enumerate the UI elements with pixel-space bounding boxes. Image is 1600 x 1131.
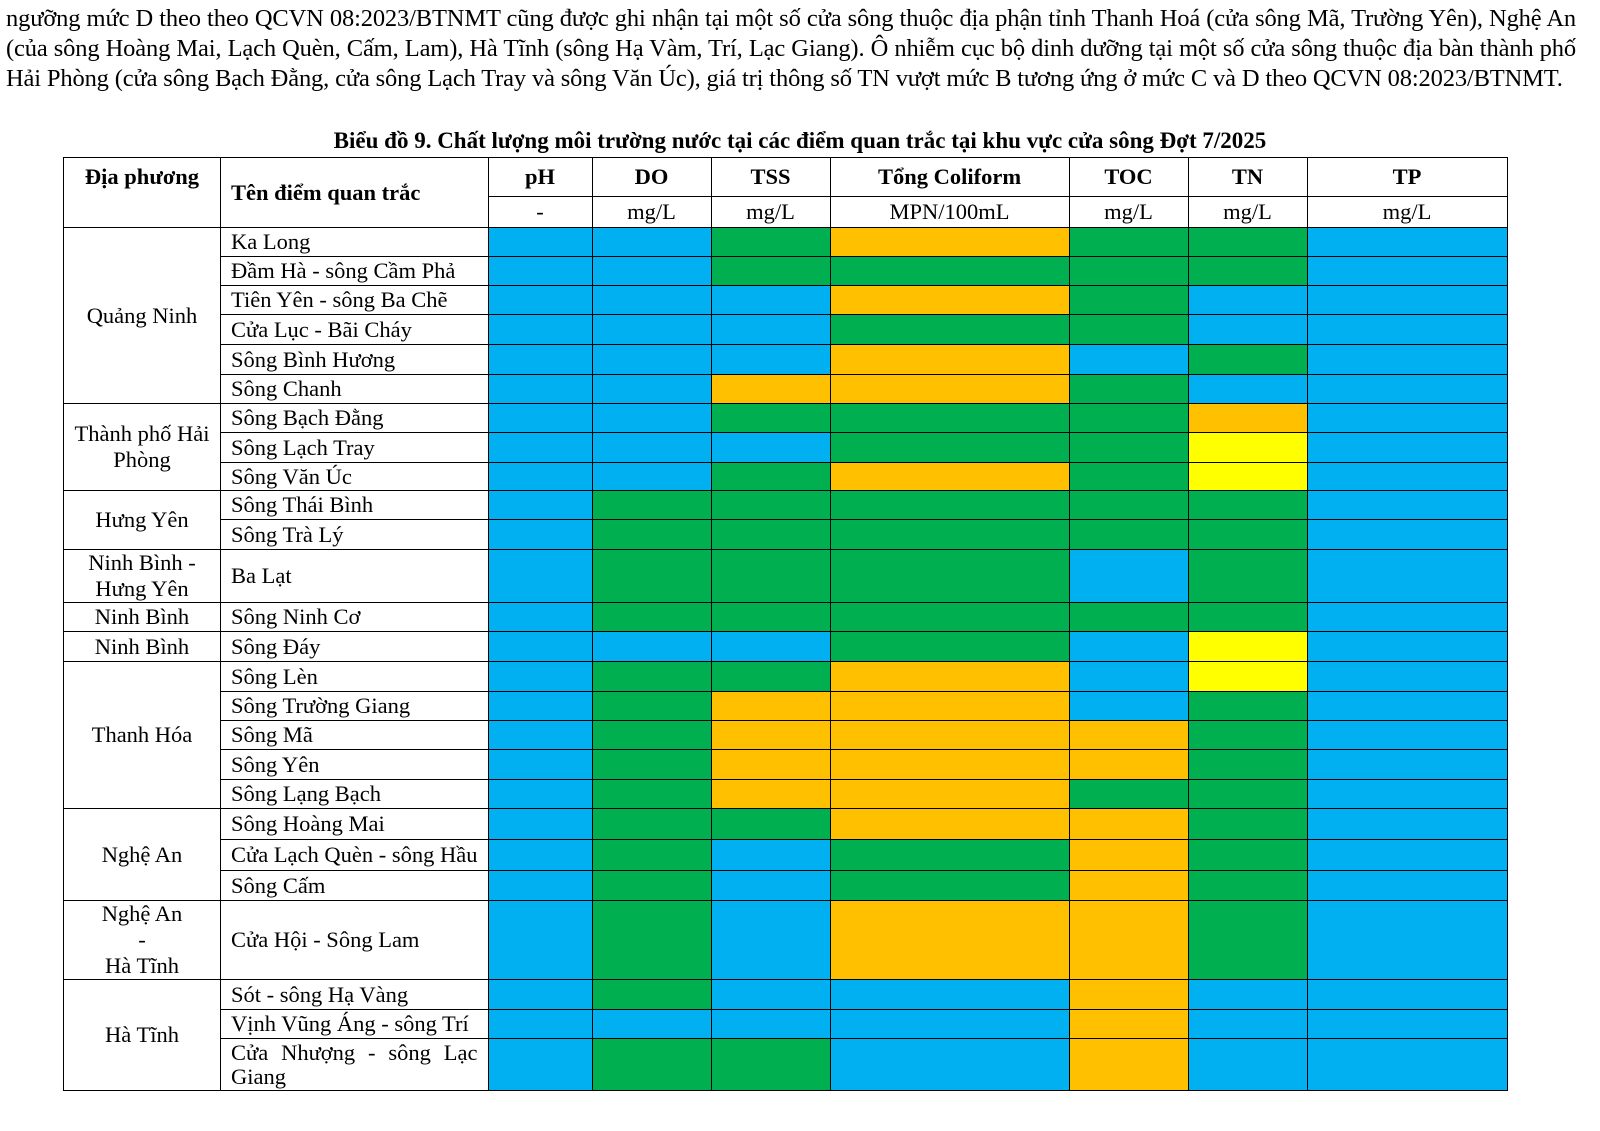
header-unit: MPN/100mL: [830, 197, 1069, 228]
quality-level-cell: [1307, 750, 1507, 780]
quality-level-cell: [1188, 345, 1307, 375]
location-cell: Nghệ An: [64, 809, 221, 901]
site-name-cell: Đầm Hà - sông Cầm Phả: [221, 257, 489, 286]
quality-level-cell: [488, 780, 592, 809]
quality-level-cell: [488, 1039, 592, 1091]
quality-level-cell: [711, 750, 830, 780]
table-row: [64, 433, 1508, 463]
quality-level-cell: [1307, 463, 1507, 491]
table-row: [64, 692, 1508, 721]
quality-level-cell: [592, 692, 711, 721]
quality-level-cell: [592, 491, 711, 520]
header-site: Tên điểm quan trắc: [221, 158, 489, 228]
quality-level-cell: [1188, 721, 1307, 750]
table-row: [64, 520, 1508, 550]
table-row: [64, 780, 1508, 809]
quality-level-cell: [830, 520, 1069, 550]
site-name-cell: Ka Long: [221, 228, 489, 257]
quality-level-cell: [711, 463, 830, 491]
quality-level-cell: [1069, 901, 1188, 980]
quality-level-cell: [711, 721, 830, 750]
quality-level-cell: [592, 286, 711, 315]
site-name-cell: Cửa Hội - Sông Lam: [221, 901, 489, 980]
quality-level-cell: [711, 780, 830, 809]
table-row: [64, 345, 1508, 375]
quality-level-cell: [592, 980, 711, 1010]
table-row: [64, 840, 1508, 871]
quality-level-cell: [1069, 871, 1188, 901]
quality-level-cell: [830, 980, 1069, 1010]
quality-level-cell: [830, 780, 1069, 809]
site-name-cell: Sông Đáy: [221, 632, 489, 662]
site-name-cell: Sông Yên: [221, 750, 489, 780]
site-name-cell: Cửa Lục - Bãi Cháy: [221, 315, 489, 345]
water-quality-table: [63, 157, 1508, 1091]
quality-level-cell: [488, 871, 592, 901]
quality-level-cell: [1188, 257, 1307, 286]
quality-level-cell: [592, 1039, 711, 1091]
quality-level-cell: [711, 1010, 830, 1039]
quality-level-cell: [488, 980, 592, 1010]
site-name-cell: Cửa Lạch Quèn - sông Hầu: [221, 840, 489, 871]
quality-level-cell: [1307, 780, 1507, 809]
quality-level-cell: [1307, 840, 1507, 871]
location-cell: Thành phố Hải Phòng: [64, 404, 221, 491]
quality-level-cell: [1069, 1039, 1188, 1091]
table-row: [64, 871, 1508, 901]
table-row: [64, 257, 1508, 286]
table-row: [64, 463, 1508, 491]
header-unit: -: [488, 197, 592, 228]
quality-level-cell: [1188, 315, 1307, 345]
quality-level-cell: [488, 433, 592, 463]
site-name-cell: Sông Ninh Cơ: [221, 603, 489, 632]
quality-level-cell: [1069, 780, 1188, 809]
table-row: [64, 404, 1508, 433]
header-param: Tổng Coliform: [830, 158, 1069, 197]
quality-level-cell: [1069, 463, 1188, 491]
site-name-cell: Sông Lèn: [221, 662, 489, 692]
quality-level-cell: [830, 840, 1069, 871]
header-param: TOC: [1069, 158, 1188, 197]
quality-level-cell: [592, 404, 711, 433]
quality-level-cell: [1307, 603, 1507, 632]
site-name-cell: Sông Trường Giang: [221, 692, 489, 721]
quality-level-cell: [1188, 228, 1307, 257]
quality-level-cell: [1307, 491, 1507, 520]
quality-level-cell: [1307, 692, 1507, 721]
site-name-cell: Sông Hoàng Mai: [221, 809, 489, 840]
quality-level-cell: [592, 809, 711, 840]
site-name-cell: Sông Mã: [221, 721, 489, 750]
header-unit: mg/L: [592, 197, 711, 228]
quality-level-cell: [1188, 404, 1307, 433]
quality-level-cell: [1188, 463, 1307, 491]
table-row: [64, 721, 1508, 750]
site-name-cell: Cửa Nhượng - sông Lạc Giang: [221, 1039, 489, 1091]
quality-level-cell: [711, 901, 830, 980]
quality-level-cell: [592, 433, 711, 463]
quality-level-cell: [830, 550, 1069, 603]
quality-level-cell: [711, 662, 830, 692]
quality-level-cell: [1069, 980, 1188, 1010]
quality-level-cell: [1069, 375, 1188, 404]
quality-level-cell: [592, 780, 711, 809]
site-name-cell: Sông Bạch Đằng: [221, 404, 489, 433]
quality-level-cell: [592, 228, 711, 257]
quality-level-cell: [592, 257, 711, 286]
table-row: [64, 901, 1508, 980]
quality-level-cell: [1188, 780, 1307, 809]
quality-level-cell: [830, 809, 1069, 840]
quality-level-cell: [830, 228, 1069, 257]
quality-level-cell: [1307, 520, 1507, 550]
quality-level-cell: [1069, 721, 1188, 750]
quality-level-cell: [830, 632, 1069, 662]
quality-level-cell: [488, 721, 592, 750]
quality-level-cell: [1188, 871, 1307, 901]
quality-level-cell: [1188, 1010, 1307, 1039]
header-unit: mg/L: [1188, 197, 1307, 228]
quality-level-cell: [488, 692, 592, 721]
quality-level-cell: [1069, 692, 1188, 721]
quality-level-cell: [1307, 1039, 1507, 1091]
quality-level-cell: [830, 750, 1069, 780]
table-row: [64, 315, 1508, 345]
quality-level-cell: [711, 433, 830, 463]
quality-level-cell: [1307, 433, 1507, 463]
quality-level-cell: [1188, 286, 1307, 315]
quality-level-cell: [1307, 871, 1507, 901]
quality-level-cell: [1069, 433, 1188, 463]
quality-level-cell: [488, 463, 592, 491]
quality-level-cell: [711, 257, 830, 286]
header-param: TSS: [711, 158, 830, 197]
location-cell: Nghệ An - Hà Tĩnh: [64, 901, 221, 980]
quality-level-cell: [488, 750, 592, 780]
chart-caption: Biểu đồ 9. Chất lượng môi trường nước tại các điểm quan trắc tại khu vực cửa sông Đợt 7/2025: [333, 128, 1267, 153]
intro-paragraph: ngưỡng mức D theo theo QCVN 08:2023/BTNMT cũng được ghi nhận tại một số cửa sông thuộc địa phận tỉnh Thanh Hoá (cửa sông Mã, Trường Yên), Nghệ An (của sông Hoàng Mai, Lạch Quèn, Cấm, Lam), Hà Tĩnh (sông Hạ Vàm, Trí, Lạc Giang). Ô nhiễm cục bộ dinh dưỡng tại một số cửa sông thuộc địa bàn thành phố Hải Phòng (cửa sông Bạch Đằng, cửa sông Lạch Tray và sông Văn Úc), giá trị thông số TN vượt mức B tương ứng ở mức C và D theo QCVN 08:2023/BTNMT.: [6, 5, 1576, 92]
table-row: [64, 632, 1508, 662]
quality-level-cell: [1069, 750, 1188, 780]
quality-level-cell: [711, 871, 830, 901]
site-name-cell: Sông Trà Lý: [221, 520, 489, 550]
location-cell: Hà Tĩnh: [64, 980, 221, 1091]
table-row: [64, 375, 1508, 404]
quality-level-cell: [488, 491, 592, 520]
quality-level-cell: [1069, 662, 1188, 692]
quality-level-cell: [488, 603, 592, 632]
quality-level-cell: [1069, 632, 1188, 662]
quality-level-cell: [1188, 603, 1307, 632]
quality-level-cell: [711, 603, 830, 632]
header-param: TN: [1188, 158, 1307, 197]
quality-level-cell: [1188, 1039, 1307, 1091]
quality-level-cell: [1069, 840, 1188, 871]
table-row: [64, 286, 1508, 315]
quality-level-cell: [488, 550, 592, 603]
location-cell: Hưng Yên: [64, 491, 221, 550]
quality-level-cell: [1188, 520, 1307, 550]
quality-level-cell: [711, 550, 830, 603]
quality-level-cell: [1188, 692, 1307, 721]
quality-level-cell: [830, 375, 1069, 404]
quality-level-cell: [488, 520, 592, 550]
quality-level-cell: [1188, 550, 1307, 603]
quality-level-cell: [592, 550, 711, 603]
quality-level-cell: [592, 632, 711, 662]
location-cell: Thanh Hóa: [64, 662, 221, 809]
quality-level-cell: [830, 721, 1069, 750]
site-name-cell: Sông Thái Bình: [221, 491, 489, 520]
location-cell: Quảng Ninh: [64, 228, 221, 404]
quality-level-cell: [1069, 404, 1188, 433]
site-name-cell: Sông Bình Hương: [221, 345, 489, 375]
quality-level-cell: [488, 632, 592, 662]
quality-level-cell: [711, 315, 830, 345]
quality-level-cell: [1069, 228, 1188, 257]
quality-level-cell: [488, 404, 592, 433]
quality-level-cell: [1307, 662, 1507, 692]
quality-level-cell: [830, 901, 1069, 980]
quality-level-cell: [1188, 980, 1307, 1010]
site-name-cell: Sông Chanh: [221, 375, 489, 404]
quality-level-cell: [1307, 632, 1507, 662]
table-row: [64, 228, 1508, 257]
quality-level-cell: [1188, 901, 1307, 980]
quality-level-cell: [1069, 345, 1188, 375]
site-name-cell: Ba Lạt: [221, 550, 489, 603]
quality-level-cell: [592, 662, 711, 692]
quality-level-cell: [1307, 901, 1507, 980]
quality-level-cell: [830, 1010, 1069, 1039]
quality-level-cell: [1188, 491, 1307, 520]
table-row: [64, 980, 1508, 1010]
quality-level-cell: [711, 520, 830, 550]
site-name-cell: Tiên Yên - sông Ba Chẽ: [221, 286, 489, 315]
quality-level-cell: [830, 603, 1069, 632]
quality-level-cell: [592, 345, 711, 375]
table-row: [64, 550, 1508, 603]
quality-level-cell: [1307, 1010, 1507, 1039]
quality-level-cell: [830, 662, 1069, 692]
quality-level-cell: [488, 901, 592, 980]
location-cell: Ninh Bình - Hưng Yên: [64, 550, 221, 603]
quality-level-cell: [592, 901, 711, 980]
quality-level-cell: [1069, 491, 1188, 520]
quality-level-cell: [488, 315, 592, 345]
quality-level-cell: [592, 315, 711, 345]
header-row-parameters: [64, 158, 1508, 197]
quality-level-cell: [488, 809, 592, 840]
quality-level-cell: [592, 871, 711, 901]
quality-level-cell: [711, 404, 830, 433]
quality-level-cell: [1307, 721, 1507, 750]
quality-level-cell: [592, 750, 711, 780]
quality-level-cell: [1069, 315, 1188, 345]
quality-level-cell: [488, 257, 592, 286]
quality-level-cell: [711, 286, 830, 315]
header-unit: mg/L: [711, 197, 830, 228]
quality-level-cell: [592, 1010, 711, 1039]
quality-level-cell: [711, 809, 830, 840]
quality-level-cell: [1188, 809, 1307, 840]
quality-level-cell: [1307, 375, 1507, 404]
quality-level-cell: [711, 1039, 830, 1091]
quality-level-cell: [830, 315, 1069, 345]
site-name-cell: Vịnh Vũng Áng - sông Trí: [221, 1010, 489, 1039]
quality-level-cell: [1069, 603, 1188, 632]
quality-level-cell: [1069, 257, 1188, 286]
quality-level-cell: [1307, 980, 1507, 1010]
table-row: [64, 1039, 1508, 1091]
quality-level-cell: [1188, 375, 1307, 404]
table-row: [64, 491, 1508, 520]
quality-level-cell: [1188, 840, 1307, 871]
quality-level-cell: [592, 520, 711, 550]
quality-level-cell: [488, 375, 592, 404]
quality-level-cell: [1307, 315, 1507, 345]
quality-level-cell: [592, 375, 711, 404]
table-row: [64, 809, 1508, 840]
quality-level-cell: [1307, 404, 1507, 433]
header-param: DO: [592, 158, 711, 197]
quality-level-cell: [830, 491, 1069, 520]
quality-level-cell: [488, 840, 592, 871]
quality-level-cell: [592, 603, 711, 632]
quality-level-cell: [1069, 809, 1188, 840]
location-cell: Ninh Bình: [64, 632, 221, 662]
quality-level-cell: [1069, 550, 1188, 603]
table-row: [64, 1010, 1508, 1039]
site-name-cell: Sông Cấm: [221, 871, 489, 901]
quality-level-cell: [830, 871, 1069, 901]
header-unit: mg/L: [1069, 197, 1188, 228]
quality-level-cell: [488, 662, 592, 692]
quality-level-cell: [1069, 520, 1188, 550]
quality-level-cell: [711, 692, 830, 721]
quality-level-cell: [488, 228, 592, 257]
quality-level-cell: [1188, 662, 1307, 692]
quality-level-cell: [1307, 809, 1507, 840]
quality-level-cell: [488, 1010, 592, 1039]
quality-level-cell: [711, 840, 830, 871]
quality-level-cell: [711, 228, 830, 257]
site-name-cell: Sông Lạng Bạch: [221, 780, 489, 809]
quality-level-cell: [830, 463, 1069, 491]
site-name-cell: Sót - sông Hạ Vàng: [221, 980, 489, 1010]
table-row: [64, 603, 1508, 632]
quality-level-cell: [1188, 632, 1307, 662]
header-unit: mg/L: [1307, 197, 1507, 228]
header-param: pH: [488, 158, 592, 197]
quality-level-cell: [1307, 550, 1507, 603]
quality-level-cell: [711, 632, 830, 662]
table-body: [64, 228, 1508, 1091]
quality-level-cell: [830, 286, 1069, 315]
header-location: Địa phương: [64, 158, 221, 228]
quality-level-cell: [592, 840, 711, 871]
quality-level-cell: [1188, 433, 1307, 463]
quality-level-cell: [1188, 750, 1307, 780]
quality-level-cell: [711, 345, 830, 375]
quality-level-cell: [592, 463, 711, 491]
table-row: [64, 662, 1508, 692]
quality-level-cell: [830, 257, 1069, 286]
table-row: [64, 750, 1508, 780]
quality-level-cell: [1069, 286, 1188, 315]
quality-level-cell: [830, 1039, 1069, 1091]
quality-level-cell: [830, 345, 1069, 375]
quality-level-cell: [711, 491, 830, 520]
quality-level-cell: [711, 375, 830, 404]
quality-level-cell: [830, 433, 1069, 463]
quality-level-cell: [488, 286, 592, 315]
quality-level-cell: [1307, 228, 1507, 257]
quality-level-cell: [711, 980, 830, 1010]
quality-level-cell: [1307, 345, 1507, 375]
quality-level-cell: [830, 404, 1069, 433]
location-cell: Ninh Bình: [64, 603, 221, 632]
quality-level-cell: [830, 692, 1069, 721]
site-name-cell: Sông Lạch Tray: [221, 433, 489, 463]
quality-level-cell: [1307, 257, 1507, 286]
quality-level-cell: [488, 345, 592, 375]
quality-level-cell: [592, 721, 711, 750]
quality-level-cell: [1069, 1010, 1188, 1039]
quality-level-cell: [1307, 286, 1507, 315]
site-name-cell: Sông Văn Úc: [221, 463, 489, 491]
header-param: TP: [1307, 158, 1507, 197]
